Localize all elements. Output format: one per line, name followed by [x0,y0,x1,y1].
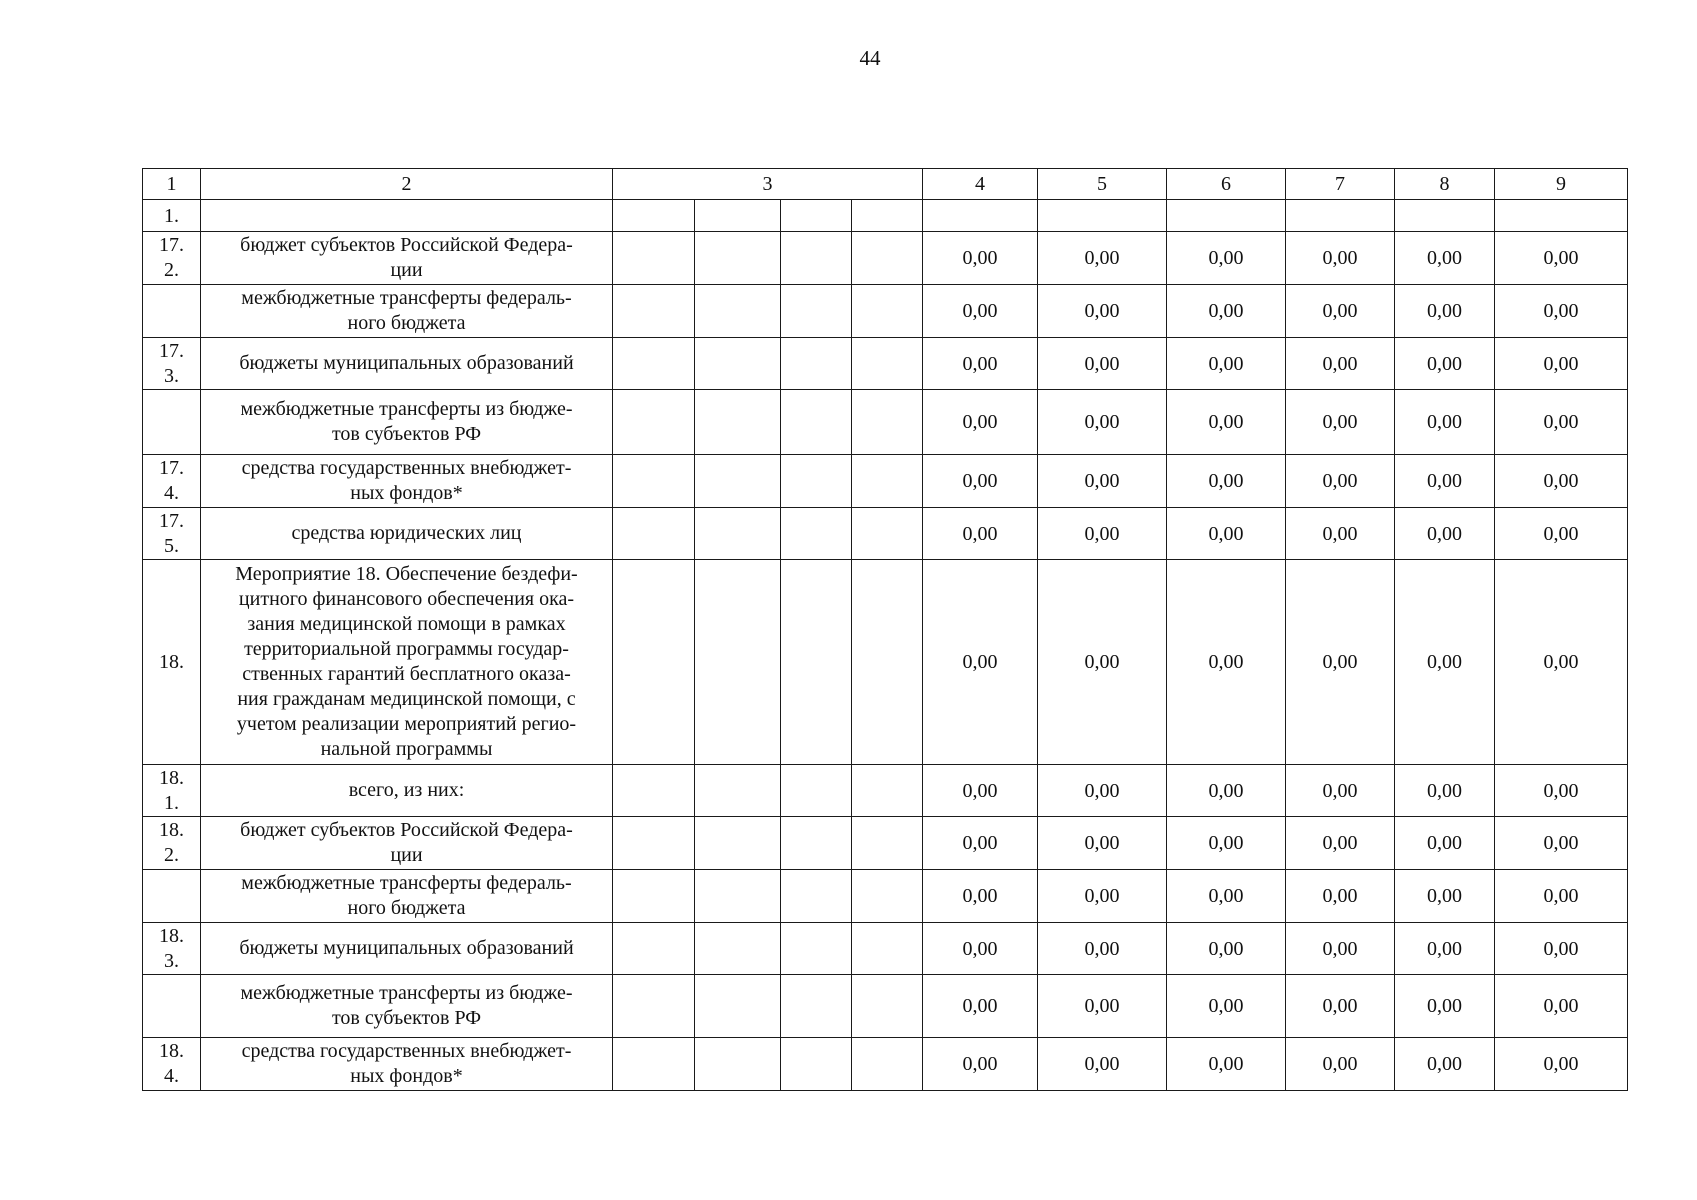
empty-cell [613,870,695,923]
empty-cell [613,1038,695,1091]
empty-cell [781,975,852,1038]
value-cell: 0,00 [1495,560,1628,765]
value-cell: 0,00 [1395,870,1495,923]
value-cell: 0,00 [1395,817,1495,870]
empty-cell [852,817,923,870]
value-cell: 0,00 [1038,870,1167,923]
value-cell: 0,00 [1286,508,1395,560]
table-row [143,975,1628,1038]
empty-cell [1495,200,1628,232]
value-cell: 0,00 [1286,870,1395,923]
empty-cell [852,390,923,455]
row-number-cell: 18. 2. [143,817,201,870]
value-cell: 0,00 [1495,817,1628,870]
row-number-cell: 1. [143,200,201,232]
table-row [143,870,1628,923]
empty-cell [852,338,923,390]
empty-cell [695,390,781,455]
empty-cell [613,200,695,232]
value-cell: 0,00 [1038,285,1167,338]
table-row [143,508,1628,560]
value-cell: 0,00 [923,338,1038,390]
row-number-cell: 18. 3. [143,923,201,975]
value-cell: 0,00 [1286,765,1395,817]
table-row [143,338,1628,390]
empty-cell [781,870,852,923]
value-cell: 0,00 [1395,285,1495,338]
empty-cell [695,338,781,390]
value-cell: 0,00 [1167,817,1286,870]
empty-cell [781,1038,852,1091]
row-name-cell: средства государственных внебюджет- ных фондов* [201,1038,613,1091]
value-cell: 0,00 [1495,285,1628,338]
empty-cell [852,232,923,285]
value-cell: 0,00 [923,817,1038,870]
empty-cell [613,455,695,508]
row-name-cell: всего, из них: [201,765,613,817]
value-cell: 0,00 [1167,923,1286,975]
row-name-cell: межбюджетные трансферты федераль- ного бюджета [201,870,613,923]
table-row [143,560,1628,765]
value-cell: 0,00 [1038,765,1167,817]
empty-cell [852,200,923,232]
row-name-cell: межбюджетные трансферты из бюдже- тов субъектов РФ [201,390,613,455]
empty-cell [781,232,852,285]
table-row [143,455,1628,508]
value-cell: 0,00 [923,232,1038,285]
value-cell: 0,00 [1038,817,1167,870]
value-cell: 0,00 [1495,765,1628,817]
value-cell: 0,00 [1286,1038,1395,1091]
value-cell: 0,00 [1167,390,1286,455]
value-cell: 0,00 [1038,508,1167,560]
header-cell: 3 [613,169,923,200]
value-cell: 0,00 [1286,560,1395,765]
table-row [143,1038,1628,1091]
value-cell: 0,00 [1495,390,1628,455]
empty-cell [613,338,695,390]
empty-cell [781,338,852,390]
value-cell: 0,00 [1167,455,1286,508]
empty-cell [781,390,852,455]
value-cell: 0,00 [1038,338,1167,390]
value-cell: 0,00 [1395,765,1495,817]
value-cell: 0,00 [1167,975,1286,1038]
empty-cell [923,200,1038,232]
value-cell: 0,00 [1286,285,1395,338]
empty-cell [852,923,923,975]
empty-cell [1286,200,1395,232]
value-cell: 0,00 [923,560,1038,765]
value-cell: 0,00 [923,765,1038,817]
table-row [143,765,1628,817]
empty-cell [695,455,781,508]
empty-cell [852,560,923,765]
header-cell: 2 [201,169,613,200]
value-cell: 0,00 [1286,817,1395,870]
row-name-cell: межбюджетные трансферты из бюдже- тов субъектов РФ [201,975,613,1038]
empty-cell [613,390,695,455]
row-number-cell: 18. 1. [143,765,201,817]
empty-cell [852,508,923,560]
value-cell: 0,00 [1395,508,1495,560]
value-cell: 0,00 [1395,975,1495,1038]
row-name-cell: средства государственных внебюджет- ных фондов* [201,455,613,508]
header-cell: 6 [1167,169,1286,200]
value-cell: 0,00 [1286,390,1395,455]
value-cell: 0,00 [1038,975,1167,1038]
value-cell: 0,00 [1395,455,1495,508]
value-cell: 0,00 [1167,1038,1286,1091]
value-cell: 0,00 [923,285,1038,338]
value-cell: 0,00 [923,1038,1038,1091]
value-cell: 0,00 [1395,338,1495,390]
empty-cell [613,975,695,1038]
empty-cell [1167,200,1286,232]
empty-cell [695,765,781,817]
row-number-cell: 18. [143,560,201,765]
table-row [143,817,1628,870]
value-cell: 0,00 [1495,923,1628,975]
empty-cell [781,285,852,338]
value-cell: 0,00 [1038,1038,1167,1091]
header-cell: 1 [143,169,201,200]
row-name-cell: средства юридических лиц [201,508,613,560]
header-cell: 4 [923,169,1038,200]
value-cell: 0,00 [923,975,1038,1038]
row-name-cell: Мероприятие 18. Обеспечение бездефи- цитного финансового обеспечения ока- зания медицинской помощи в рамках территориальной программы государ- ственных гарантий бесплатного оказа- ния гражданам медицинской помощи, с учетом реализации мероприятий регио- нальной программы [201,560,613,765]
empty-cell [852,765,923,817]
value-cell: 0,00 [1167,870,1286,923]
table-row [143,232,1628,285]
value-cell: 0,00 [1395,232,1495,285]
empty-cell [695,200,781,232]
value-cell: 0,00 [1495,338,1628,390]
empty-cell [613,923,695,975]
value-cell: 0,00 [1286,232,1395,285]
table-row [143,285,1628,338]
empty-cell [201,200,613,232]
value-cell: 0,00 [1286,923,1395,975]
header-cell: 7 [1286,169,1395,200]
empty-cell [613,232,695,285]
empty-cell [695,508,781,560]
row-number-cell: 17. 5. [143,508,201,560]
value-cell: 0,00 [1395,560,1495,765]
empty-cell [781,455,852,508]
empty-cell [695,870,781,923]
table-header-row [143,169,1628,200]
page-number: 44 [859,46,881,70]
row-name-cell: межбюджетные трансферты федераль- ного бюджета [201,285,613,338]
empty-cell [613,560,695,765]
value-cell: 0,00 [1038,232,1167,285]
row-number-cell [143,285,201,338]
row-number-cell: 17. 3. [143,338,201,390]
row-name-cell: бюджеты муниципальных образований [201,923,613,975]
empty-cell [781,765,852,817]
empty-cell [613,765,695,817]
value-cell: 0,00 [1038,560,1167,765]
empty-cell [852,870,923,923]
value-cell: 0,00 [1395,923,1495,975]
value-cell: 0,00 [1495,508,1628,560]
value-cell: 0,00 [1167,285,1286,338]
value-cell: 0,00 [923,870,1038,923]
header-cell: 5 [1038,169,1167,200]
value-cell: 0,00 [1286,975,1395,1038]
row-number-cell: 17. 2. [143,232,201,285]
empty-cell [613,508,695,560]
value-cell: 0,00 [1038,390,1167,455]
value-cell: 0,00 [1495,975,1628,1038]
empty-cell [852,1038,923,1091]
empty-cell [1395,200,1495,232]
value-cell: 0,00 [1495,455,1628,508]
header-cell: 9 [1495,169,1628,200]
value-cell: 0,00 [1286,455,1395,508]
value-cell: 0,00 [1167,232,1286,285]
value-cell: 0,00 [1167,765,1286,817]
empty-cell [852,455,923,508]
budget-table [142,168,1628,1091]
value-cell: 0,00 [1395,390,1495,455]
empty-cell [781,200,852,232]
row-name-cell: бюджет субъектов Российской Федера- ции [201,817,613,870]
empty-cell [852,285,923,338]
row-number-cell: 18. 4. [143,1038,201,1091]
row-number-cell [143,870,201,923]
empty-cell [852,975,923,1038]
row-number-cell [143,975,201,1038]
empty-cell [1038,200,1167,232]
row-number-cell: 17. 4. [143,455,201,508]
value-cell: 0,00 [1395,1038,1495,1091]
empty-cell [695,1038,781,1091]
table-row [143,923,1628,975]
value-cell: 0,00 [1167,338,1286,390]
empty-cell [695,817,781,870]
empty-cell [781,923,852,975]
row-name-cell: бюджет субъектов Российской Федера- ции [201,232,613,285]
empty-cell [781,508,852,560]
empty-cell [695,560,781,765]
value-cell: 0,00 [1495,232,1628,285]
empty-cell [613,817,695,870]
value-cell: 0,00 [1286,338,1395,390]
empty-cell [781,817,852,870]
table-subheader-row [143,200,1628,232]
empty-cell [695,975,781,1038]
empty-cell [613,285,695,338]
value-cell: 0,00 [923,455,1038,508]
empty-cell [695,232,781,285]
row-number-cell [143,390,201,455]
value-cell: 0,00 [1038,455,1167,508]
empty-cell [695,285,781,338]
empty-cell [781,560,852,765]
value-cell: 0,00 [1167,560,1286,765]
value-cell: 0,00 [923,390,1038,455]
header-cell: 8 [1395,169,1495,200]
empty-cell [695,923,781,975]
value-cell: 0,00 [1167,508,1286,560]
value-cell: 0,00 [1495,1038,1628,1091]
value-cell: 0,00 [923,508,1038,560]
value-cell: 0,00 [1495,870,1628,923]
value-cell: 0,00 [1038,923,1167,975]
row-name-cell: бюджеты муниципальных образований [201,338,613,390]
table-row [143,390,1628,455]
value-cell: 0,00 [923,923,1038,975]
